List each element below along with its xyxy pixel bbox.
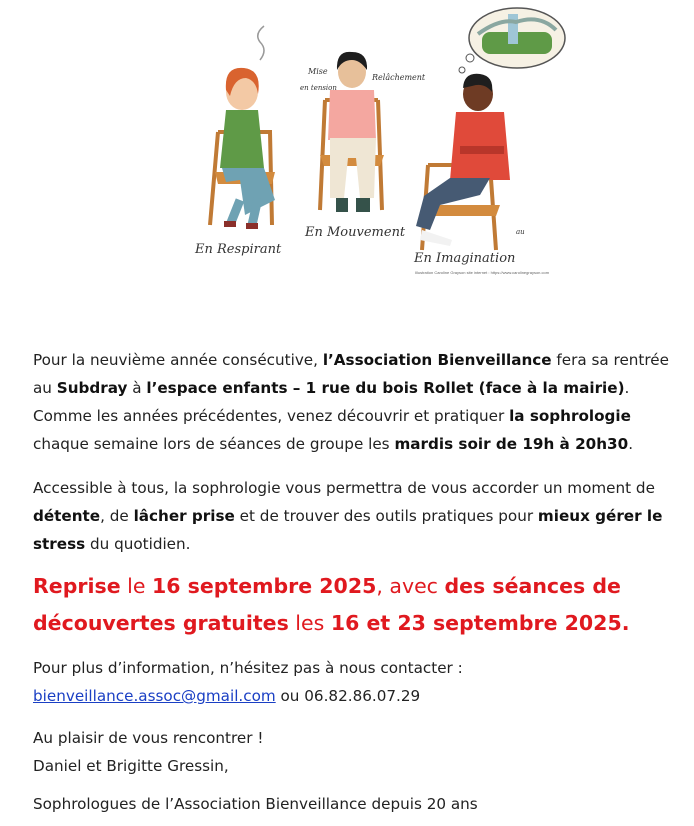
label-tension: en tension bbox=[300, 84, 337, 92]
p1-text-1: Pour la neuvième année consécutive, bbox=[33, 351, 323, 369]
p1-activity: la sophrologie bbox=[509, 407, 631, 425]
p2-gerer-stress: mieux gérer le stress bbox=[33, 507, 663, 553]
closing-greeting: Au plaisir de vous rencontrer ! bbox=[33, 729, 264, 747]
p1-venue: l’espace enfants – 1 rue du bois Rollet (face à la mairie) bbox=[146, 379, 625, 397]
p1-text-6: . bbox=[628, 435, 634, 453]
signature-line: Sophrologues de l’Association Bienveillance depuis 20 ans bbox=[33, 795, 478, 813]
announcement-block bbox=[33, 568, 683, 642]
announcement-text-1: le bbox=[120, 574, 152, 598]
p2-text-1: Accessible à tous, la sophrologie vous permettra de vous accorder un moment de bbox=[33, 479, 655, 497]
announcement-free-sessions: des séances de découvertes gratuites bbox=[33, 574, 621, 635]
benefits-paragraph bbox=[33, 474, 689, 558]
p2-text-3: et de trouver des outils pratiques pour bbox=[234, 507, 538, 525]
label-respirant: En Respirant bbox=[195, 242, 282, 257]
closing-block bbox=[33, 724, 689, 780]
closing-names: Daniel et Brigitte Gressin, bbox=[33, 757, 229, 775]
p2-lacher-prise: lâcher prise bbox=[133, 507, 235, 525]
announcement-free-dates: 16 et 23 septembre 2025. bbox=[330, 611, 630, 635]
p1-schedule: mardis soir de 19h à 20h30 bbox=[394, 435, 629, 453]
contact-intro: Pour plus d’information, n’hésitez pas à nous contacter : bbox=[33, 659, 463, 677]
p1-text-5: chaque semaine lors de séances de groupe les bbox=[33, 435, 395, 453]
p2-text-2: , de bbox=[100, 507, 134, 525]
label-au: au bbox=[516, 228, 525, 236]
man-imagination-figure bbox=[416, 8, 565, 250]
p1-text-4: . Comme les années précédentes, venez découvrir et pratiquer bbox=[33, 379, 630, 425]
p2-detente: détente bbox=[33, 507, 101, 525]
label-mise: Mise bbox=[308, 67, 328, 76]
intro-paragraph bbox=[33, 346, 689, 458]
announcement-reprise: Reprise bbox=[33, 574, 121, 598]
p1-association-name: l’Association Bienveillance bbox=[322, 351, 552, 369]
label-mouvement: En Mouvement bbox=[305, 225, 406, 240]
illustration-credit: Illustration Caroline Grayson site internet : https://www.carolinegrayson.com bbox=[415, 270, 550, 275]
p2-text-4: du quotidien. bbox=[85, 535, 191, 553]
p1-town: Subdray bbox=[56, 379, 128, 397]
woman-breathing-figure bbox=[210, 26, 275, 226]
p1-text-2: fera sa rentrée au bbox=[33, 351, 669, 397]
contact-block bbox=[33, 654, 689, 710]
announcement-text-3: les bbox=[288, 611, 331, 635]
email-link[interactable]: bienveillance.assoc@gmail.com bbox=[33, 687, 276, 705]
label-relachement: Relâchement bbox=[372, 73, 426, 82]
p1-text-3: à bbox=[127, 379, 147, 397]
announcement-start-date: 16 septembre 2025 bbox=[151, 574, 377, 598]
label-imagination: En Imagination bbox=[414, 251, 516, 266]
announcement-text-2: , avec bbox=[376, 574, 445, 598]
phone-number: ou 06.82.86.07.29 bbox=[275, 687, 421, 705]
sophrology-illustration bbox=[160, 0, 580, 285]
